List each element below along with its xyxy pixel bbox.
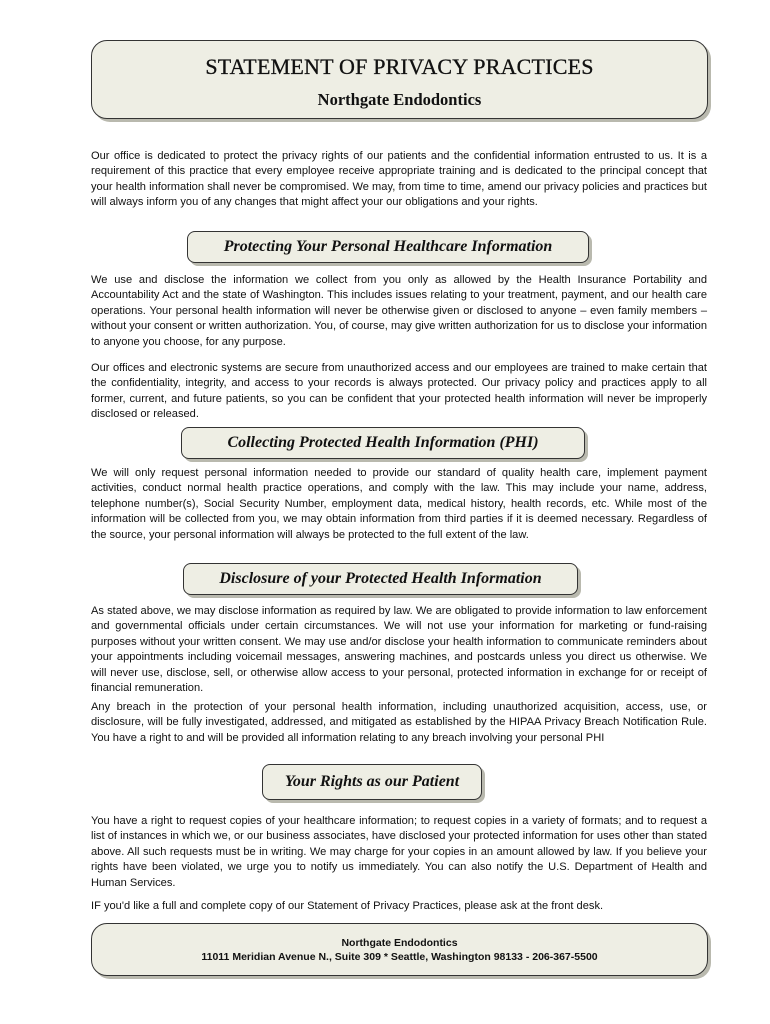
section-title: Disclosure of your Protected Health Information [219, 570, 542, 587]
footer-address: 11011 Meridian Avenue N., Suite 309 * Seattle, Washington 98133 - 206-367-5500 [201, 951, 598, 963]
document-title: STATEMENT OF PRIVACY PRACTICES [205, 54, 594, 79]
section-title: Your Rights as our Patient [284, 773, 460, 790]
paragraph-protecting-1: We use and disclose the information we collect from you only as allowed by the Health Insurance Portability and Accountability Act and the state of Washington. This includes issues relating to your treatment, payment, and our health care operations. Your personal health information will never be otherwise given or disclosed to anyone – even family members – without your consent or written authorization. You, of course, may give written authorization for us to disclose your information to anyone you choose, for any purpose. [91, 274, 707, 348]
footer-box [91, 923, 708, 976]
practice-name: Northgate Endodontics [317, 90, 482, 109]
paragraph-disclosure-1: As stated above, we may disclose information as required by law. We are obligated to provide information to law enforcement and governmental officials under certain circumstances. We will not use your information for marketing or fund-raising purposes without your written consent. We may use and/or disclose your health information to communicate reminders about your appointments including voicemail messages, answering machines, and postcards unless you direct us otherwise. We will never use, disclose, sell, or otherwise allow access to your personal, protected information in exchange for or receipt of financial remuneration. [91, 605, 707, 695]
paragraph-disclosure-2: Any breach in the protection of your personal health information, including unauthorized acquisition, access, use, or disclosure, will be fully investigated, addressed, and mitigated as established by the HIPAA Privacy Breach Notification Rule. You have a right to and will be provided all information relating to any breach involving your personal PHI [91, 701, 707, 744]
section-heading-rights [262, 764, 482, 800]
paragraph-protecting-2: Our offices and electronic systems are secure from unauthorized access and our employees are trained to make certain that the confidentiality, integrity, and access to your records is always protected. Our privacy policy and practices apply to all former, current, and future patients, so you can be confident that your protected health information will never be improperly disclosed or released. [91, 362, 707, 421]
paragraph-rights-1: You have a right to request copies of your healthcare information; to request copies in a variety of formats; and to request a list of instances in which we, or our business associates, have disclosed your protected information for uses other than stated above. All such requests must be in writing. We may charge for your copies in an amount allowed by law. If you believe your rights have been violated, we urge you to notify us immediately. You can also notify the U.S. Department of Health and Human Services. [91, 815, 707, 889]
section-heading-disclosure [183, 563, 578, 595]
footer-practice-name: Northgate Endodontics [341, 937, 458, 949]
section-title: Protecting Your Personal Healthcare Information [223, 238, 553, 255]
section-heading-collecting [181, 427, 585, 459]
intro-paragraph: Our office is dedicated to protect the privacy rights of our patients and the confidential information entrusted to us. It is a requirement of this practice that every employee receive appropriate training and is dedicated to the principal concept that your health information shall never be compromised. We may, from time to time, amend our privacy policies and practices but will always inform you of any changes that might affect your our obligations and your rights. [91, 150, 707, 209]
paragraph-rights-2: IF you'd like a full and complete copy of our Statement of Privacy Practices, please ask at the front desk. [91, 900, 604, 912]
section-title: Collecting Protected Health Information (PHI) [227, 434, 539, 451]
header-box [91, 40, 708, 119]
paragraph-collecting-1: We will only request personal information needed to provide our standard of quality health care, implement payment activities, conduct normal health practice operations, and comply with the law. This may include your name, address, telephone number(s), Social Security Number, employment data, medical history, health records, etc. While most of the information will be collected from you, we may obtain information from third parties if it is deemed necessary. Regardless of the source, your personal information will always be protected to the full extent of the law. [91, 467, 707, 541]
section-heading-protecting [187, 231, 589, 263]
